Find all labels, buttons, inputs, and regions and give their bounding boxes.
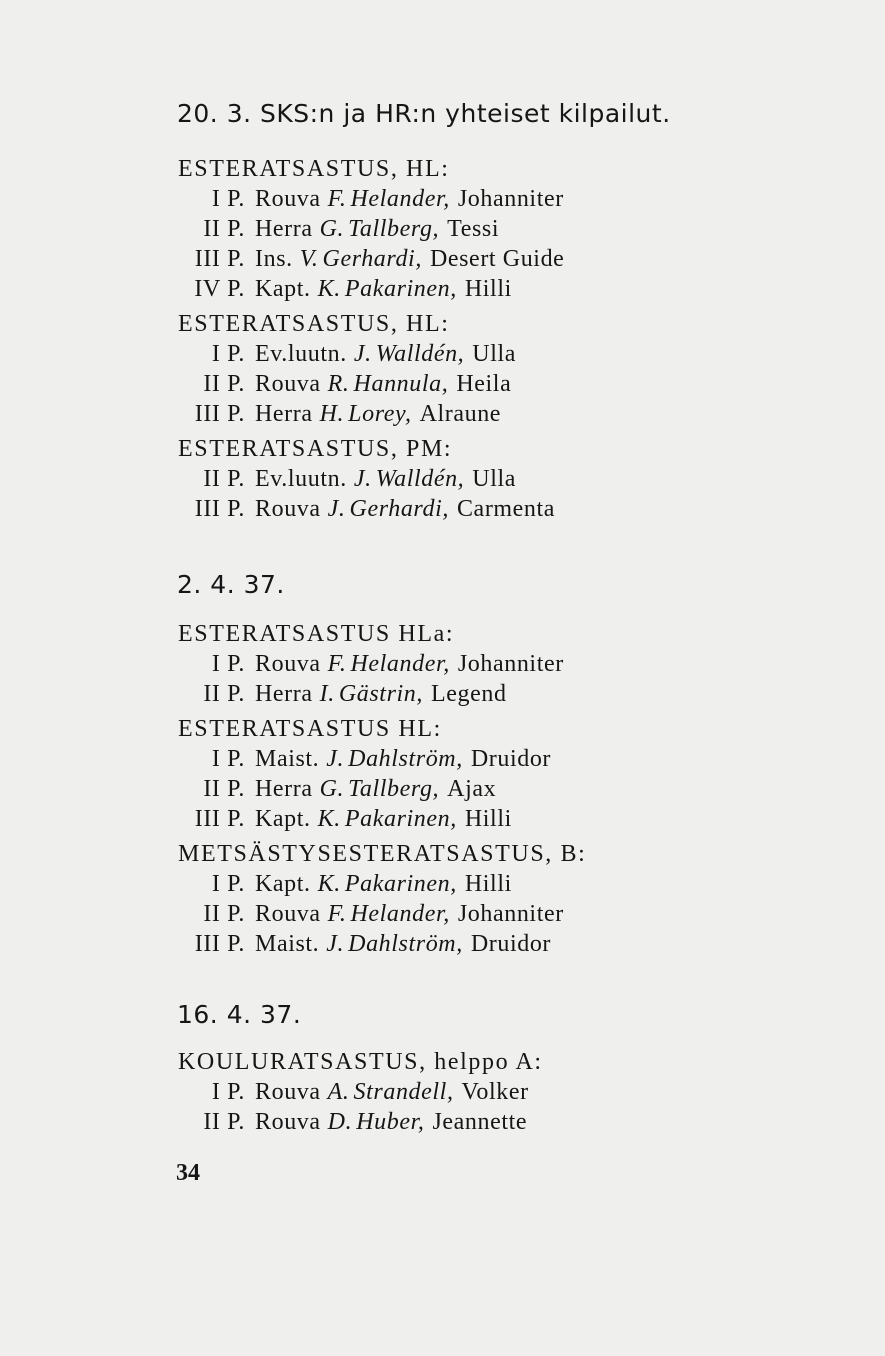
- rider-initial: V.: [299, 246, 319, 272]
- rider-initial: D.: [327, 1109, 353, 1135]
- section-heading: 16. 4. 37.: [177, 1000, 302, 1029]
- result-entry: [190, 746, 551, 773]
- rider-initial: K.: [317, 806, 341, 832]
- horse-name: Heila: [456, 371, 512, 397]
- placing: I P.: [211, 651, 245, 677]
- rider-initial: F.: [327, 901, 347, 927]
- horse-name: Tessi: [447, 216, 500, 242]
- rider-surname: Pakarinen,: [344, 806, 457, 832]
- rider-surname: Gästrin,: [338, 681, 423, 707]
- horse-name: Ulla: [472, 466, 517, 492]
- rider-surname: Pakarinen,: [344, 276, 457, 302]
- placing: I P.: [211, 1079, 245, 1105]
- rider-initial: K.: [317, 871, 341, 897]
- rider-surname: Pakarinen,: [344, 871, 457, 897]
- rider-surname: Dahlström,: [348, 746, 463, 772]
- rider-initial: F.: [327, 186, 347, 212]
- result-entry: [190, 651, 564, 678]
- placing: I P.: [211, 871, 245, 897]
- result-entry: [190, 341, 516, 368]
- placing: II P.: [203, 216, 245, 242]
- page-number: 34: [176, 1160, 200, 1186]
- rider-surname: Tallberg,: [348, 776, 440, 802]
- result-entry: [190, 806, 512, 833]
- rider-surname: Huber,: [356, 1109, 425, 1135]
- placing: II P.: [203, 1109, 245, 1135]
- result-entry: [190, 1079, 529, 1106]
- horse-name: Jeannette: [432, 1109, 528, 1135]
- rider-title: Maist.: [255, 746, 320, 772]
- horse-name: Johanniter: [457, 651, 564, 677]
- placing: III P.: [194, 401, 245, 427]
- result-entry: [190, 216, 499, 243]
- result-entry: [190, 681, 507, 708]
- horse-name: Ajax: [447, 776, 497, 802]
- rider-surname: Helander,: [350, 651, 450, 677]
- result-entry: [190, 371, 511, 398]
- result-entry: [190, 401, 501, 428]
- placing: II P.: [203, 901, 245, 927]
- rider-initial: I.: [319, 681, 335, 707]
- rider-surname: Helander,: [350, 186, 450, 212]
- horse-name: Volker: [461, 1079, 529, 1105]
- rider-initial: A.: [327, 1079, 350, 1105]
- rider-initial: G.: [319, 776, 345, 802]
- placing: I P.: [211, 341, 245, 367]
- rider-title: Rouva: [255, 1079, 321, 1105]
- result-entry: [190, 276, 512, 303]
- horse-name: Druidor: [470, 746, 552, 772]
- horse-name: Alraune: [419, 401, 502, 427]
- rider-initial: H.: [319, 401, 345, 427]
- horse-name: Johanniter: [457, 186, 564, 212]
- result-entry: [190, 776, 496, 803]
- rider-initial: J.: [326, 931, 345, 957]
- rider-title: Rouva: [255, 1109, 321, 1135]
- rider-title: Kapt.: [255, 871, 311, 897]
- horse-name: Druidor: [470, 931, 552, 957]
- rider-initial: J.: [353, 466, 372, 492]
- horse-name: Carmenta: [456, 496, 556, 522]
- rider-title: Rouva: [255, 901, 321, 927]
- rider-title: Ev.luutn.: [255, 341, 347, 367]
- rider-surname: Lorey,: [348, 401, 412, 427]
- rider-surname: Tallberg,: [348, 216, 440, 242]
- rider-initial: F.: [327, 651, 347, 677]
- rider-title: Kapt.: [255, 276, 311, 302]
- rider-title: Herra: [255, 776, 313, 802]
- placing: II P.: [203, 371, 245, 397]
- rider-initial: K.: [317, 276, 341, 302]
- rider-surname: Helander,: [350, 901, 450, 927]
- rider-surname: Strandell,: [353, 1079, 454, 1105]
- rider-initial: R.: [327, 371, 350, 397]
- result-entry: [190, 931, 551, 958]
- rider-title: Maist.: [255, 931, 320, 957]
- event-category: KOULURATSASTUS, helppo A:: [178, 1049, 543, 1075]
- result-entry: [190, 901, 564, 928]
- rider-title: Ins.: [255, 246, 293, 272]
- rider-surname: Walldén,: [375, 466, 465, 492]
- rider-surname: Gerhardi,: [322, 246, 422, 272]
- rider-surname: Walldén,: [375, 341, 465, 367]
- rider-surname: Gerhardi,: [349, 496, 449, 522]
- section-heading: 2. 4. 37.: [177, 570, 285, 599]
- rider-initial: J.: [327, 496, 346, 522]
- rider-initial: J.: [353, 341, 372, 367]
- rider-title: Rouva: [255, 371, 321, 397]
- event-category: ESTERATSASTUS HL:: [178, 716, 442, 742]
- placing: II P.: [203, 466, 245, 492]
- horse-name: Hilli: [464, 871, 512, 897]
- placing: III P.: [194, 806, 245, 832]
- rider-surname: Dahlström,: [348, 931, 463, 957]
- section-heading: 20. 3. SKS:n ja HR:n yhteiset kilpailut.: [177, 99, 671, 128]
- horse-name: Ulla: [472, 341, 517, 367]
- rider-initial: J.: [326, 746, 345, 772]
- event-category: METSÄSTYSESTERATSASTUS, B:: [178, 841, 587, 867]
- event-category: ESTERATSASTUS, HL:: [178, 156, 450, 182]
- rider-title: Ev.luutn.: [255, 466, 347, 492]
- placing: III P.: [194, 496, 245, 522]
- placing: I P.: [211, 746, 245, 772]
- rider-title: Rouva: [255, 651, 321, 677]
- placing: I P.: [211, 186, 245, 212]
- rider-initial: G.: [319, 216, 345, 242]
- result-entry: [190, 466, 516, 493]
- event-category: ESTERATSASTUS, PM:: [178, 436, 453, 462]
- result-entry: [190, 496, 555, 523]
- horse-name: Legend: [430, 681, 507, 707]
- rider-title: Rouva: [255, 496, 321, 522]
- result-entry: [190, 871, 512, 898]
- horse-name: Desert Guide: [429, 246, 565, 272]
- horse-name: Hilli: [464, 806, 512, 832]
- result-entry: [190, 246, 564, 273]
- placing: III P.: [194, 931, 245, 957]
- horse-name: Johanniter: [457, 901, 564, 927]
- result-entry: [190, 1109, 527, 1136]
- rider-surname: Hannula,: [353, 371, 449, 397]
- placing: II P.: [203, 776, 245, 802]
- rider-title: Rouva: [255, 186, 321, 212]
- result-entry: [190, 186, 564, 213]
- rider-title: Kapt.: [255, 806, 311, 832]
- rider-title: Herra: [255, 681, 313, 707]
- event-category: ESTERATSASTUS HLa:: [178, 621, 455, 647]
- horse-name: Hilli: [464, 276, 512, 302]
- placing: IV P.: [194, 276, 245, 302]
- rider-title: Herra: [255, 216, 313, 242]
- rider-title: Herra: [255, 401, 313, 427]
- event-category: ESTERATSASTUS, HL:: [178, 311, 450, 337]
- placing: III P.: [194, 246, 245, 272]
- placing: II P.: [203, 681, 245, 707]
